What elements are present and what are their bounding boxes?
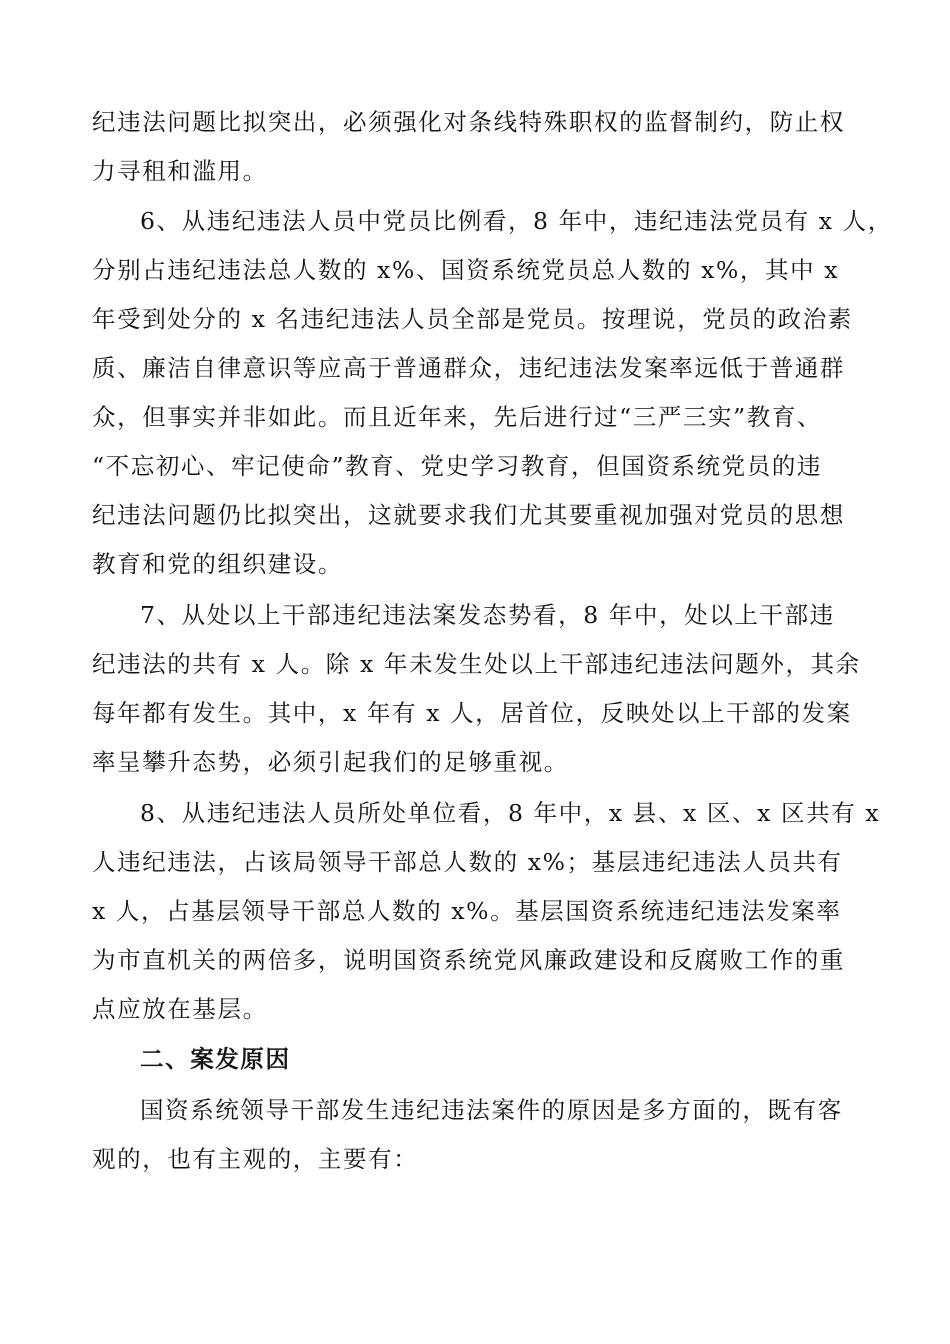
- text-line: 分别占违纪违法总人数的 x%、国资系统党员总人数的 x%，其中 x: [92, 256, 840, 284]
- paragraph-6-first-line: 6、从违纪违法人员中党员比例看，8 年中，违纪违法党员有 x 人，: [140, 207, 893, 235]
- text-line: 率呈攀升态势，必须引起我们的足够重视。: [92, 748, 569, 776]
- text-line: 为市直机关的两倍多，说明国资系统党风廉政建设和反腐败工作的重: [92, 946, 845, 974]
- text-line: “不忘初心、牢记使命”教育、党史学习教育，但国资系统党员的违: [92, 452, 823, 480]
- section-heading: 二、案发原因: [140, 1045, 291, 1073]
- paragraph-causes-first-line: 国资系统领导干部发生违纪违法案件的原因是多方面的，既有客: [140, 1096, 843, 1124]
- text-line: 人违纪违法，占该局领导干部总人数的 x%；基层违纪违法人员共有: [92, 848, 843, 876]
- text-line: 每年都有发生。其中，x 年有 x 人，居首位，反映处以上干部的发案: [92, 699, 852, 727]
- text-line: x 人，占基层领导干部总人数的 x%。基层国资系统违纪违法发案率: [92, 897, 842, 925]
- text-line: 纪违法的共有 x 人。除 x 年未发生处以上干部违纪违法问题外，其余: [92, 650, 861, 678]
- text-line: 纪违法问题仍比拟突出，这就要求我们尤其要重视加强对党员的思想: [92, 501, 845, 529]
- paragraph-7-first-line: 7、从处以上干部违纪违法案发态势看，8 年中，处以上干部违: [140, 601, 835, 629]
- text-line: 众，但事实并非如此。而且近年来，先后进行过“三严三实”教育、: [92, 403, 823, 431]
- text-line: 纪违法问题比拟突出，必须强化对条线特殊职权的监督制约，防止权: [92, 108, 845, 136]
- text-line: 年受到处分的 x 名违纪违法人员全部是党员。按理说，党员的政治素: [92, 305, 853, 333]
- text-line: 质、廉洁自律意识等应高于普通群众，违纪违法发案率远低于普通群: [92, 354, 845, 382]
- text-line: 力寻租和滥用。: [92, 157, 268, 185]
- text-line: 观的，也有主观的，主要有：: [92, 1145, 419, 1173]
- paragraph-8-first-line: 8、从违纪违法人员所处单位看，8 年中，x 县、x 区、x 区共有 x: [140, 799, 881, 827]
- text-line: 点应放在基层。: [92, 995, 268, 1023]
- text-line: 教育和党的组织建设。: [92, 550, 343, 578]
